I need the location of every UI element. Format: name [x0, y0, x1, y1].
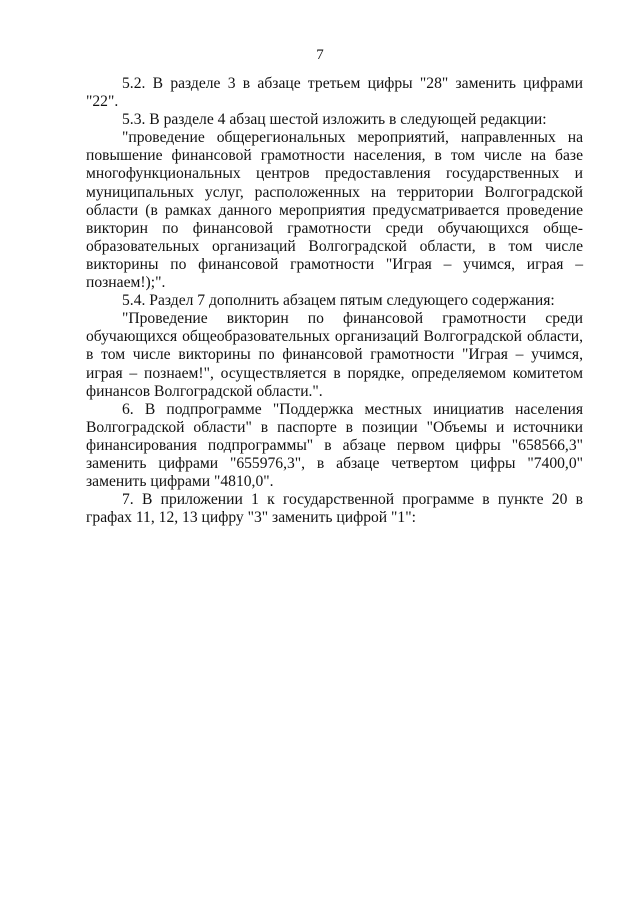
paragraph-5-4-quote: "Проведение викторин по финансовой грамотности среди обучающихся общеобразовательных организаций Волгоградской области, в том числе викторины по финансовой грамотности "Играя – учимся, играя – познаем!", осуществляется в порядке, определяемом комитетом финансов Волгоградской области.". — [86, 310, 583, 400]
document-body — [86, 75, 583, 527]
paragraph-5-3-quote: "проведение общерегиональных мероприятий, направленных на повышение финансовой грамотности населения, в том числе на базе многофункциональных центров предоставления государственных и муниципальных услуг, расположенных на территории Волгоградской области (в рамках данного мероприятия предусматривается проведение викторин по финансовой грамотности среди обучающихся общеобразовательных организаций Волгоградской области, в том числе викторины по финансовой грамотности "Играя – учимся, играя – познаем!);". — [86, 129, 583, 292]
paragraph-6: 6. В подпрограмме "Поддержка местных инициатив населения Волгоградской области" в паспорте в позиции "Объемы и источники финансирования подпрограммы" в абзаце первом цифры "658566,3" заменить цифрами "655976,3", в абзаце четвертом цифры "7400,0" заменить цифрами "4810,0". — [86, 400, 583, 491]
page-number: 7 — [316, 47, 324, 63]
paragraph-5-4: 5.4. Раздел 7 дополнить абзацем пятым следующего содержания: — [122, 292, 555, 310]
paragraph-5-2: 5.2. В разделе 3 в абзаце третьем цифры "28" заменить цифрами "22". — [86, 75, 583, 111]
paragraph-5-3: 5.3. В разделе 4 абзац шестой изложить в следующей редакции: — [122, 111, 547, 129]
paragraph-7: 7. В приложении 1 к государственной программе в пункте 20 в графах 11, 12, 13 цифру "3" заменить цифрой "1": — [86, 491, 583, 527]
